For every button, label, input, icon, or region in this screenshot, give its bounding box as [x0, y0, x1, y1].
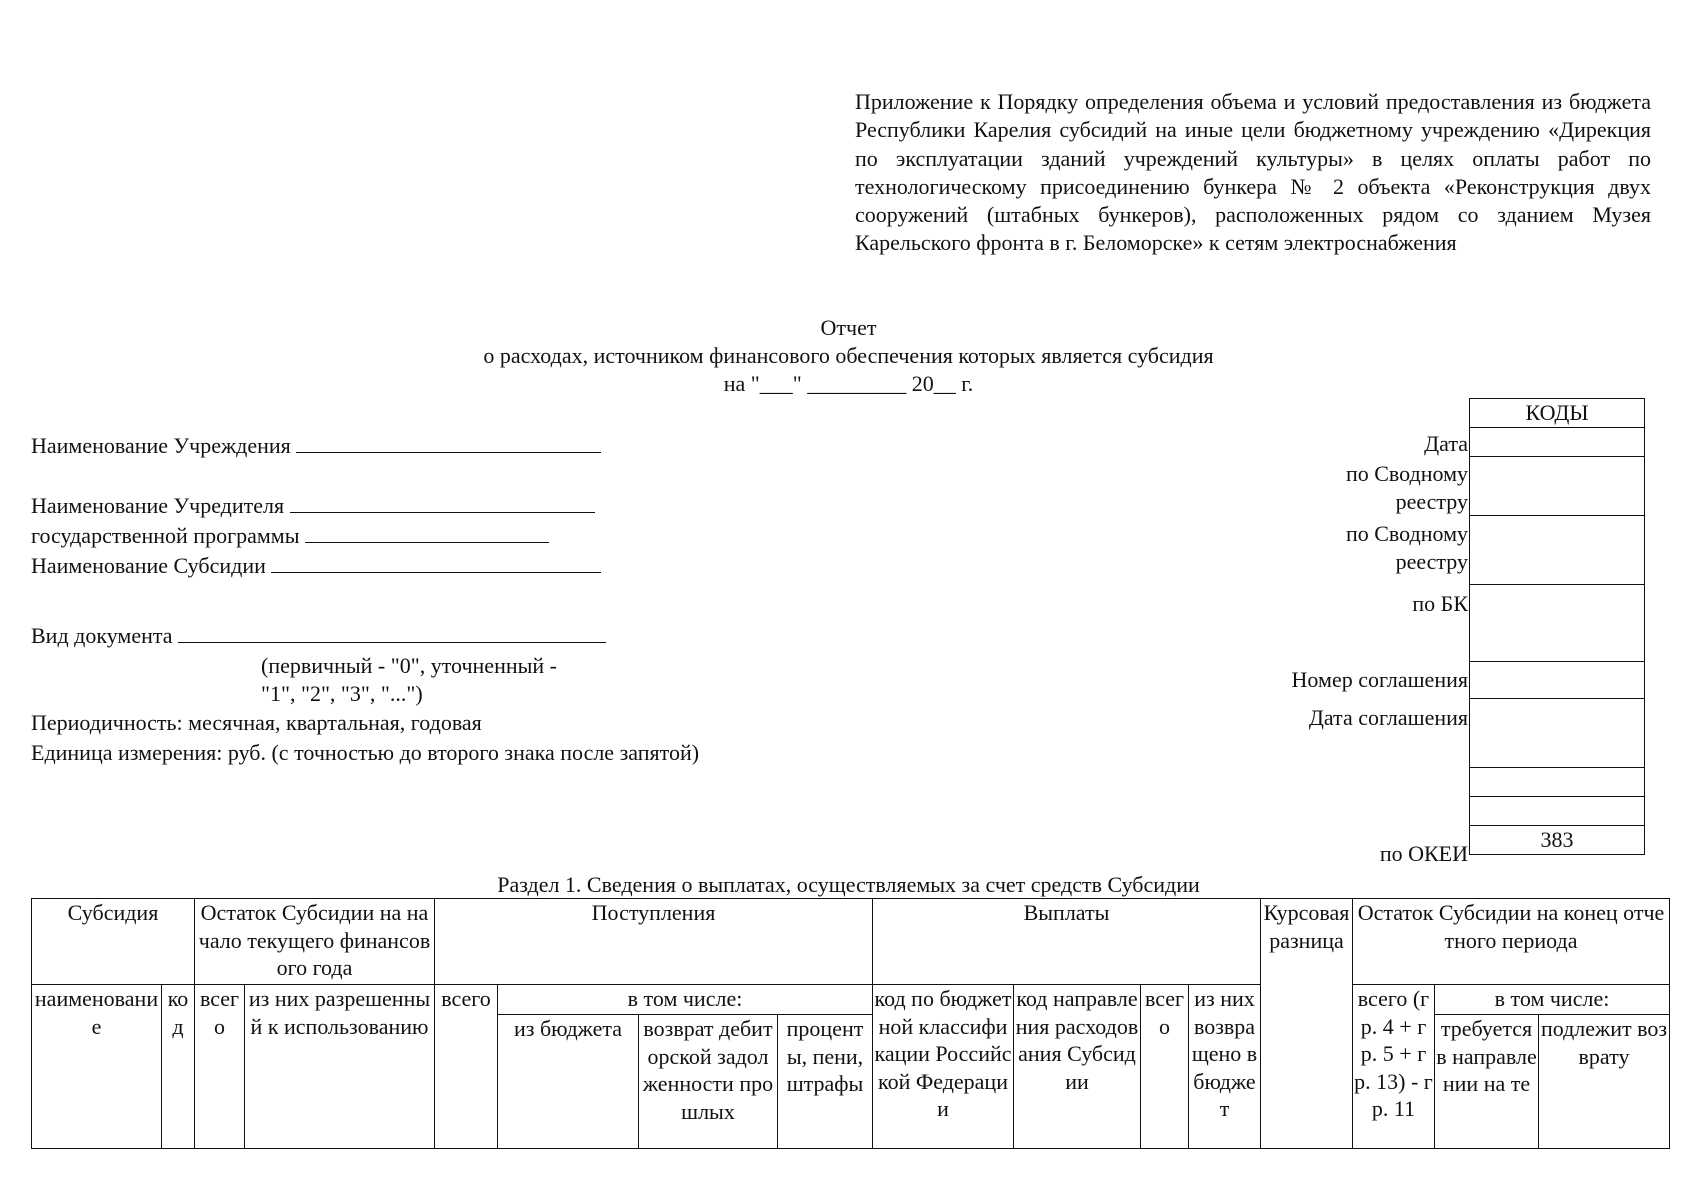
- code-date-cell[interactable]: [1470, 428, 1645, 457]
- program-field: [31, 522, 549, 549]
- code-date-label: Дата: [1424, 431, 1468, 456]
- header-balance-end: Остаток Субсидии на конец отчетного периода: [1353, 899, 1670, 985]
- header-name: наименование: [32, 985, 162, 1149]
- doc-type-input-line[interactable]: [178, 622, 606, 643]
- code-okei-cell: 383: [1470, 826, 1645, 855]
- code-agreement-number-cell[interactable]: [1470, 662, 1645, 699]
- header-payments: Выплаты: [873, 899, 1261, 985]
- code-registry-label-2b: реестру: [1395, 549, 1468, 574]
- founder-field: [31, 492, 595, 519]
- code-extra-cell-2[interactable]: [1470, 797, 1645, 826]
- code-registry-cell-1[interactable]: [1470, 457, 1645, 516]
- subsidy-input-line[interactable]: [271, 552, 601, 573]
- header-direction-code: код направления расходования Субсидии: [1014, 985, 1141, 1149]
- header-total-start: всего: [195, 985, 245, 1149]
- program-input-line[interactable]: [305, 522, 549, 543]
- institution-field: [31, 432, 601, 459]
- report-subtitle: о расходах, источником финансового обеспечения которых является субсидия: [483, 343, 1214, 368]
- code-registry-label-1a: по Сводному: [1345, 461, 1468, 486]
- header-receipts-including: в том числе:: [498, 985, 873, 1015]
- header-bk-code: код по бюджетной классификации Российской Федерации: [873, 985, 1014, 1149]
- header-end-total: всего (гр. 4 + гр. 5 + гр. 13) - гр. 11: [1353, 985, 1435, 1149]
- header-receipts-total: всего: [435, 985, 498, 1149]
- section-1-table: [31, 898, 1670, 1149]
- header-receipts: Поступления: [435, 899, 873, 985]
- code-bk-cell[interactable]: [1470, 585, 1645, 662]
- code-registry-label-2a: по Сводному: [1345, 521, 1468, 546]
- codes-table: [1469, 398, 1645, 855]
- institution-input-line[interactable]: [296, 432, 601, 453]
- doc-type-note-line-1: (первичный - "0", уточненный -: [261, 653, 557, 678]
- code-bk-label: по БК: [1412, 591, 1468, 616]
- code-registry-cell-2[interactable]: [1470, 516, 1645, 585]
- institution-label: Наименование Учреждения: [31, 433, 291, 458]
- code-agreement-date-label: Дата соглашения: [1308, 705, 1468, 730]
- header-exchange-diff: Курсовая разница: [1261, 899, 1353, 1149]
- founder-label: Наименование Учредителя: [31, 493, 285, 518]
- code-okei-label: по ОКЕИ: [1379, 841, 1468, 866]
- header-interest: проценты, пени, штрафы: [778, 1015, 873, 1149]
- code-agreement-date-cell[interactable]: [1470, 699, 1645, 768]
- header-allowed: из них разрешенный к использованию: [245, 985, 435, 1149]
- header-code: код: [162, 985, 195, 1149]
- appendix-header: Приложение к Порядку определения объема и условий предоставления из бюджета Республики Карелия субсидий на иные цели бюджетному учреждению «Дирекция по эксплуатации зданий учреждений культуры» в целях оплаты работ по технологическому присоединению бункера № 2 объекта «Реконструкция двух сооружений (штабных бункеров), расположенных рядом со зданием Музея Карельского фронта в г. Беломорске» к сетям электроснабжения: [855, 89, 1651, 256]
- code-registry-label-1b: реестру: [1395, 489, 1468, 514]
- doc-type-note-line-2: "1", "2", "3", "..."): [261, 681, 423, 706]
- header-payments-total: всего: [1141, 985, 1189, 1149]
- code-agreement-number-label: Номер соглашения: [1291, 667, 1468, 692]
- header-subsidy: Субсидия: [32, 899, 195, 985]
- unit-text: Единица измерения: руб. (с точностью до второго знака после запятой): [31, 740, 700, 765]
- header-end-including: в том числе:: [1435, 985, 1670, 1015]
- program-label: государственной программы: [31, 523, 300, 548]
- header-required: требуется в направлении на те: [1435, 1015, 1539, 1149]
- header-debt-return: возврат дебиторской задолженности прошлых: [639, 1015, 778, 1149]
- code-extra-cell-1[interactable]: [1470, 768, 1645, 797]
- section-1-title: Раздел 1. Сведения о выплатах, осуществляемых за счет средств Субсидии: [497, 872, 1200, 897]
- subsidy-field: [31, 552, 601, 579]
- header-from-budget: из бюджета: [498, 1015, 639, 1149]
- report-title: Отчет: [820, 315, 877, 340]
- report-date-line: на "___" _________ 20__ г.: [723, 371, 974, 396]
- periodicity-text: Периодичность: месячная, квартальная, годовая: [31, 710, 482, 735]
- doc-type-note: [261, 652, 557, 708]
- subsidy-label: Наименование Субсидии: [31, 553, 266, 578]
- header-to-return: подлежит возврату: [1539, 1015, 1670, 1149]
- codes-header: КОДЫ: [1470, 399, 1645, 428]
- header-balance-start: Остаток Субсидии на начало текущего финансового года: [195, 899, 435, 985]
- doc-type-field: [31, 622, 606, 649]
- doc-type-label: Вид документа: [31, 623, 173, 648]
- founder-input-line[interactable]: [290, 492, 595, 513]
- header-returned: из них возвращено в бюджет: [1189, 985, 1261, 1149]
